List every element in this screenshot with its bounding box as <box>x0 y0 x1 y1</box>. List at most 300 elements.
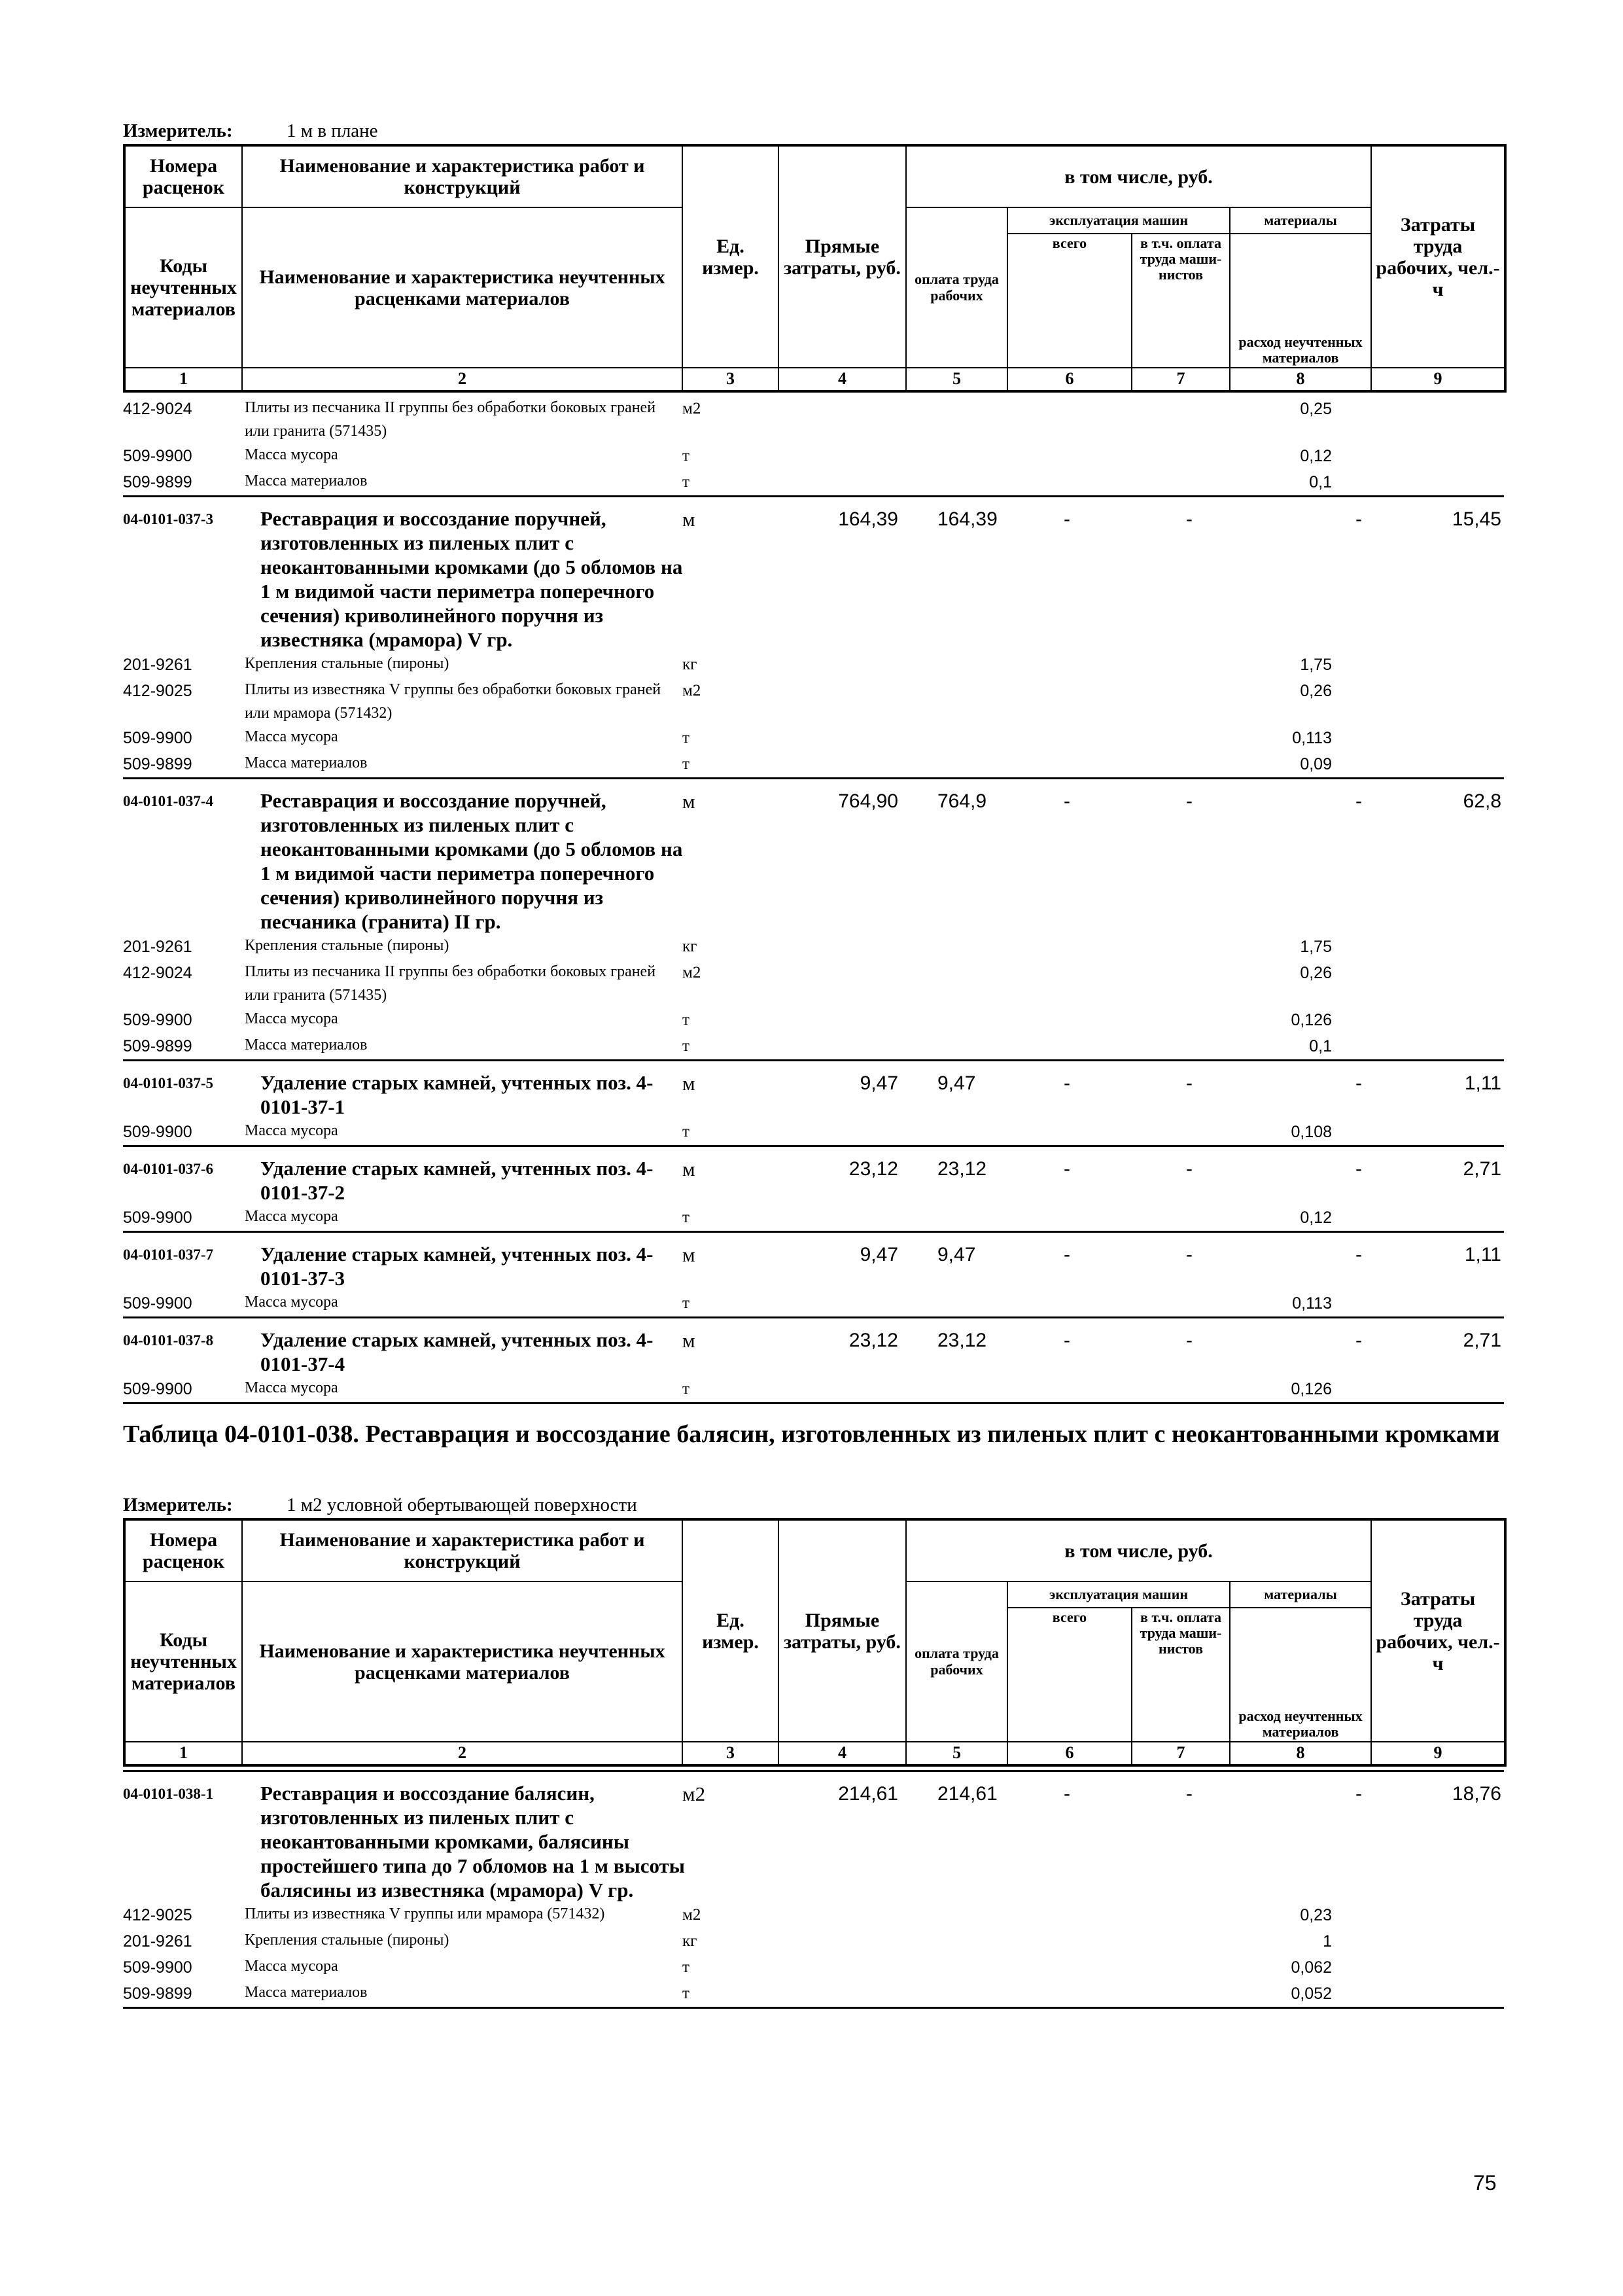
empty-cell <box>905 469 1006 497</box>
rate-name-text: Удаление старых камней, учтенных поз. 4-0101-37-3 <box>260 1243 654 1290</box>
rate-code: 04-0101-037-5 <box>123 1061 241 1120</box>
empty-cell <box>777 1928 905 1954</box>
material-code: 412-9025 <box>123 1906 192 1924</box>
material-code: 509-9900 <box>123 1011 192 1029</box>
empty-cell <box>905 725 1006 751</box>
empty-cell <box>777 678 905 725</box>
rate-unit: м <box>676 1318 777 1377</box>
material-name: Масса мусора <box>245 1208 338 1225</box>
empty-cell <box>1006 1007 1130 1033</box>
material-unit: кг <box>682 1932 697 1950</box>
rate-name <box>241 1318 676 1377</box>
material-unit: т <box>682 755 689 773</box>
labor-pay: 23,12 <box>905 1146 1006 1205</box>
header-col-number: 3 <box>682 1742 778 1765</box>
empty-cell <box>1370 469 1504 497</box>
header-material-consumption: расход неучтенных материалов <box>1230 234 1371 368</box>
empty-cell <box>1006 934 1130 960</box>
measure-line <box>123 118 1504 144</box>
material-row <box>123 725 1504 751</box>
direct-costs: 214,61 <box>777 1771 905 1903</box>
rate-unit: м <box>676 1061 777 1120</box>
materials: - <box>1229 1061 1370 1120</box>
rate-name-text: Удаление старых камней, учтенных поз. 4-0101-37-2 <box>260 1157 654 1204</box>
empty-cell <box>1130 1007 1229 1033</box>
material-code: 201-9261 <box>123 1932 192 1951</box>
table-header <box>123 1518 1507 1767</box>
rates-table-body <box>123 396 1504 1404</box>
materials: - <box>1229 1771 1370 1903</box>
empty-cell <box>905 1376 1006 1404</box>
material-row <box>123 960 1504 1007</box>
rate-name <box>241 1061 676 1120</box>
empty-cell <box>777 1981 905 2008</box>
labor-costs: 2,71 <box>1370 1146 1504 1205</box>
header-including: в том числе, руб. <box>906 145 1371 207</box>
empty-cell <box>1006 1376 1130 1404</box>
rate-name <box>241 779 683 934</box>
labor-pay: 164,39 <box>905 497 1006 652</box>
material-consumption: 1,75 <box>1300 938 1332 956</box>
header-rate-numbers: Номера расценок <box>124 1519 242 1581</box>
header-machines: эксплуатация машин <box>1007 207 1230 234</box>
header-labor-pay: оплата труда рабочих <box>906 207 1007 368</box>
header-machines-total: всего <box>1007 1608 1132 1742</box>
material-code: 509-9900 <box>123 447 192 465</box>
material-name: Масса мусора <box>245 1294 338 1311</box>
material-row <box>123 396 1504 443</box>
measure-value: 1 м в плане <box>287 120 378 141</box>
material-code: 412-9024 <box>123 964 192 982</box>
material-row <box>123 1376 1504 1404</box>
empty-cell <box>777 725 905 751</box>
header-col-number: 9 <box>1371 1742 1505 1765</box>
material-row <box>123 443 1504 469</box>
empty-cell <box>1370 960 1504 1007</box>
page-number: 75 <box>1473 2171 1497 2195</box>
machines-total: - <box>1006 1061 1130 1120</box>
empty-cell <box>905 1119 1006 1146</box>
empty-cell <box>777 751 905 779</box>
rate-code: 04-0101-037-4 <box>123 779 241 934</box>
empty-cell <box>1006 1033 1130 1061</box>
header-machinist-pay: в т.ч. оплата труда маши-нистов <box>1132 1608 1230 1742</box>
header-col-number: 2 <box>242 1742 682 1765</box>
empty-cell <box>1370 1119 1504 1146</box>
rate-code: 04-0101-037-3 <box>123 497 241 652</box>
material-name: Масса мусора <box>245 446 338 463</box>
direct-costs: 23,12 <box>777 1146 905 1205</box>
material-code: 412-9025 <box>123 682 192 700</box>
empty-cell <box>1370 678 1504 725</box>
materials: - <box>1229 1146 1370 1205</box>
material-consumption: 1,75 <box>1300 656 1332 674</box>
machines-total: - <box>1006 1318 1130 1377</box>
empty-cell <box>1130 1119 1229 1146</box>
empty-cell <box>777 960 905 1007</box>
header-labor-costs: Затраты труда рабочих, чел.-ч <box>1371 145 1505 368</box>
table-header <box>123 144 1507 393</box>
empty-cell <box>1370 1033 1504 1061</box>
empty-cell <box>905 934 1006 960</box>
material-name: Плиты из песчаника II группы без обработки боковых граней или гранита (571435) <box>245 399 656 440</box>
material-row <box>123 1205 1504 1232</box>
rate-row <box>123 1061 1504 1120</box>
rate-row <box>123 1771 1504 1903</box>
material-name: Масса материалов <box>241 1981 676 2008</box>
header-col-number: 1 <box>124 1742 242 1765</box>
empty-cell <box>1130 960 1229 1007</box>
empty-cell <box>1370 1376 1504 1404</box>
empty-cell <box>1130 1954 1229 1981</box>
header-rate-numbers: Номера расценок <box>124 145 242 207</box>
empty-cell <box>1006 725 1130 751</box>
materials: - <box>1229 779 1370 934</box>
empty-cell <box>1370 1007 1504 1033</box>
material-name: Крепления стальные (пироны) <box>245 655 449 672</box>
header-col-number: 5 <box>906 368 1007 391</box>
machinist-pay: - <box>1130 1771 1229 1903</box>
machines-total: - <box>1006 779 1130 934</box>
material-unit: м2 <box>682 400 701 417</box>
material-consumption: 0,12 <box>1300 1209 1332 1227</box>
header-including: в том числе, руб. <box>906 1519 1371 1581</box>
machines-total: - <box>1006 497 1130 652</box>
header-material-consumption: расход неучтенных материалов <box>1230 1608 1371 1742</box>
material-row <box>123 1033 1504 1061</box>
material-unit: т <box>682 1209 689 1226</box>
header-material-name: Наименование и характеристика неучтенных расценками материалов <box>242 207 682 368</box>
material-unit: т <box>682 473 689 491</box>
material-code: 509-9899 <box>123 473 192 491</box>
header-col-number: 3 <box>682 368 778 391</box>
header-materials: материалы <box>1230 1581 1371 1608</box>
rate-name <box>241 1146 676 1205</box>
empty-cell <box>1006 1119 1130 1146</box>
material-unit: т <box>682 447 689 465</box>
header-labor-costs: Затраты труда рабочих, чел.-ч <box>1371 1519 1505 1742</box>
empty-cell <box>1130 443 1229 469</box>
rate-row <box>123 1318 1504 1377</box>
empty-cell <box>777 934 905 960</box>
machines-total: - <box>1006 1146 1130 1205</box>
rate-row <box>123 779 1504 934</box>
header-work-name: Наименование и характеристика работ и конструкций <box>242 145 682 207</box>
empty-cell <box>777 1007 905 1033</box>
empty-cell <box>777 1119 905 1146</box>
direct-costs: 9,47 <box>777 1061 905 1120</box>
material-consumption: 0,113 <box>1292 1294 1332 1313</box>
material-name: Масса мусора <box>245 1958 338 1975</box>
empty-cell <box>777 652 905 678</box>
measure-label: Измеритель: <box>123 1494 233 1515</box>
labor-pay: 214,61 <box>905 1771 1006 1903</box>
empty-cell <box>1370 1928 1504 1954</box>
header-machinist-pay: в т.ч. оплата труда маши-нистов <box>1132 234 1230 368</box>
empty-cell <box>1370 1290 1504 1318</box>
header-machines: эксплуатация машин <box>1007 1581 1230 1608</box>
machines-total: - <box>1006 1232 1130 1291</box>
empty-cell <box>1130 469 1229 497</box>
header-material-name: Наименование и характеристика неучтенных расценками материалов <box>242 1581 682 1742</box>
header-machines-total: всего <box>1007 234 1132 368</box>
empty-cell <box>905 652 1006 678</box>
empty-cell <box>1370 396 1504 443</box>
materials: - <box>1229 497 1370 652</box>
material-row <box>123 1954 1504 1981</box>
material-name: Масса мусора <box>245 1122 338 1139</box>
rate-unit: м2 <box>676 1771 777 1903</box>
labor-costs: 1,11 <box>1370 1232 1504 1291</box>
rate-code: 04-0101-038-1 <box>123 1771 241 1903</box>
material-unit: т <box>676 1981 777 2008</box>
material-row <box>123 1928 1504 1954</box>
material-unit: кг <box>682 656 697 673</box>
empty-cell <box>905 396 1006 443</box>
empty-cell <box>777 1376 905 1404</box>
empty-cell <box>777 1205 905 1232</box>
rate-name <box>241 1232 676 1291</box>
rate-name-text: Реставрация и воссоздание балясин, изготовленных из пиленых плит с неокантованными кромками, балясины простейшего типа до 7 обломов на 1 м высоты балясины из известняка (мрамора) V гр. <box>260 1782 685 1901</box>
material-code: 201-9261 <box>123 938 192 956</box>
empty-cell <box>1130 1902 1229 1928</box>
material-code: 412-9024 <box>123 400 192 418</box>
material-row <box>123 751 1504 779</box>
empty-cell <box>1006 1290 1130 1318</box>
material-name: Плиты из известняка V группы без обработки боковых граней или мрамора (571432) <box>245 681 661 722</box>
empty-cell <box>1370 1954 1504 1981</box>
header-col-number: 2 <box>242 368 682 391</box>
empty-cell <box>1130 725 1229 751</box>
empty-cell <box>1006 678 1130 725</box>
empty-cell <box>1006 469 1130 497</box>
material-name: Плиты из песчаника II группы без обработки боковых граней или гранита (571435) <box>245 963 656 1004</box>
empty-cell <box>1370 1205 1504 1232</box>
empty-cell <box>1130 751 1229 779</box>
header-col-number: 8 <box>1230 1742 1371 1765</box>
machinist-pay: - <box>1130 1232 1229 1291</box>
header-unit: Ед. измер. <box>682 1519 778 1742</box>
labor-costs: 2,71 <box>1370 1318 1504 1377</box>
labor-costs: 15,45 <box>1370 497 1504 652</box>
rate-unit: м <box>676 1146 777 1205</box>
empty-cell <box>1370 751 1504 779</box>
machinist-pay: - <box>1130 1061 1229 1120</box>
material-consumption: 0,09 <box>1300 755 1332 773</box>
empty-cell <box>905 1954 1006 1981</box>
material-unit: т <box>682 1294 689 1312</box>
material-unit: м2 <box>682 1906 701 1924</box>
table-caption: Таблица 04-0101-038. Реставрация и воссоздание балясин, изготовленных из пиленых плит с неокантованными кромками <box>123 1421 1500 1448</box>
material-unit: т <box>682 1037 689 1055</box>
material-name: Масса мусора <box>245 728 338 745</box>
rate-unit: м <box>676 779 777 934</box>
empty-cell <box>1130 1290 1229 1318</box>
rate-name <box>241 1771 685 1903</box>
empty-cell <box>1130 678 1229 725</box>
labor-pay: 9,47 <box>905 1061 1006 1120</box>
empty-cell <box>905 1902 1006 1928</box>
empty-cell <box>905 1290 1006 1318</box>
empty-cell <box>1006 1928 1130 1954</box>
rates-table-body <box>123 1770 1504 2009</box>
header-direct-costs: Прямые затраты, руб. <box>778 145 906 368</box>
material-consumption: 0,108 <box>1291 1123 1332 1141</box>
direct-costs: 23,12 <box>777 1318 905 1377</box>
header-col-number: 4 <box>778 1742 906 1765</box>
empty-cell <box>905 1007 1006 1033</box>
material-row <box>123 652 1504 678</box>
rates-block-2 <box>123 1492 1504 2003</box>
rate-row <box>123 1232 1504 1291</box>
empty-cell <box>1130 652 1229 678</box>
direct-costs: 9,47 <box>777 1232 905 1291</box>
measure-value: 1 м2 условной обертывающей поверхности <box>287 1494 637 1515</box>
empty-cell <box>905 1928 1006 1954</box>
rate-unit: м <box>676 497 777 652</box>
empty-cell <box>1006 396 1130 443</box>
materials: - <box>1229 1318 1370 1377</box>
labor-costs: 62,8 <box>1370 779 1504 934</box>
rate-name-text: Удаление старых камней, учтенных поз. 4-0101-37-4 <box>260 1328 654 1375</box>
empty-cell <box>777 1290 905 1318</box>
header-col-number: 8 <box>1230 368 1371 391</box>
material-unit: м2 <box>682 682 701 699</box>
header-col-number: 7 <box>1132 368 1230 391</box>
empty-cell <box>1370 725 1504 751</box>
direct-costs: 764,90 <box>777 779 905 934</box>
empty-cell <box>905 443 1006 469</box>
machinist-pay: - <box>1130 497 1229 652</box>
material-consumption: 0,062 <box>1291 1958 1332 1977</box>
empty-cell <box>1130 396 1229 443</box>
labor-pay: 9,47 <box>905 1232 1006 1291</box>
header-col-number: 7 <box>1132 1742 1230 1765</box>
empty-cell <box>1006 1981 1130 2008</box>
empty-cell <box>777 443 905 469</box>
empty-cell <box>1006 1902 1130 1928</box>
material-row <box>123 934 1504 960</box>
machinist-pay: - <box>1130 1146 1229 1205</box>
measure-label: Измеритель: <box>123 120 233 141</box>
rate-row <box>123 497 1504 652</box>
material-consumption: 0,25 <box>1300 400 1332 418</box>
empty-cell <box>777 1954 905 1981</box>
empty-cell <box>1130 934 1229 960</box>
labor-costs: 18,76 <box>1370 1771 1504 1903</box>
material-name: Масса материалов <box>245 1036 368 1053</box>
material-row <box>123 1902 1504 1928</box>
empty-cell <box>1130 1981 1229 2008</box>
material-consumption: 1 <box>1323 1932 1332 1951</box>
rate-unit: м <box>676 1232 777 1291</box>
rate-name <box>241 497 683 652</box>
empty-cell <box>777 1902 905 1928</box>
header-codes: Коды неучтенных материалов <box>124 1581 242 1742</box>
machines-total: - <box>1006 1771 1130 1903</box>
empty-cell <box>1006 1205 1130 1232</box>
material-row <box>123 1119 1504 1146</box>
material-consumption: 0,1 <box>1309 1037 1332 1055</box>
header-direct-costs: Прямые затраты, руб. <box>778 1519 906 1742</box>
header-materials: материалы <box>1230 207 1371 234</box>
material-consumption: 0,126 <box>1229 1376 1370 1404</box>
rate-row <box>123 1146 1504 1205</box>
empty-cell <box>1006 960 1130 1007</box>
material-name: Крепления стальные (пироны) <box>245 1932 449 1949</box>
material-name: Крепления стальные (пироны) <box>245 937 449 954</box>
material-code: 201-9261 <box>123 656 192 674</box>
material-row <box>123 678 1504 725</box>
rate-name-text: Реставрация и воссоздание поручней, изготовленных из пиленых плит с неокантованными кромками (до 5 обломов на 1 м видимой части периметра поперечного сечения) криволинейного поручня из песчаника (гранита) II гр. <box>260 789 683 933</box>
header-labor-pay: оплата труда рабочих <box>906 1581 1007 1742</box>
material-unit: т <box>682 1011 689 1029</box>
empty-cell <box>1370 443 1504 469</box>
material-consumption: 0,26 <box>1300 682 1332 700</box>
material-row <box>123 1007 1504 1033</box>
material-unit: м2 <box>682 964 701 981</box>
empty-cell <box>1130 1205 1229 1232</box>
material-name: Масса материалов <box>245 472 368 489</box>
rate-code: 04-0101-037-7 <box>123 1232 241 1291</box>
material-code: 509-9900 <box>123 729 192 747</box>
empty-cell <box>1370 1981 1504 2008</box>
direct-costs: 164,39 <box>777 497 905 652</box>
empty-cell <box>1006 1954 1130 1981</box>
material-row <box>123 1981 1504 2008</box>
material-code: 509-9900 <box>123 1123 192 1141</box>
material-code: 509-9900 <box>123 1376 241 1404</box>
empty-cell <box>1006 443 1130 469</box>
empty-cell <box>905 1981 1006 2008</box>
empty-cell <box>777 396 905 443</box>
material-code: 509-9899 <box>123 755 192 773</box>
rate-name-text: Удаление старых камней, учтенных поз. 4-0101-37-1 <box>260 1071 654 1118</box>
header-col-number: 5 <box>906 1742 1007 1765</box>
material-unit: т <box>682 729 689 747</box>
header-col-number: 6 <box>1007 1742 1132 1765</box>
header-col-number: 4 <box>778 368 906 391</box>
material-name: Масса мусора <box>245 1010 338 1027</box>
material-unit: кг <box>682 938 697 955</box>
empty-cell <box>1006 751 1130 779</box>
measure-line <box>123 1492 1504 1518</box>
material-code: 509-9900 <box>123 1958 192 1977</box>
material-name: Плиты из известняка V группы или мрамора (571432) <box>245 1905 605 1922</box>
header-col-number: 6 <box>1007 368 1132 391</box>
material-code: 509-9900 <box>123 1209 192 1227</box>
material-row <box>123 1290 1504 1318</box>
materials: - <box>1229 1232 1370 1291</box>
material-unit: т <box>682 1958 689 1976</box>
material-code: 509-9899 <box>123 1037 192 1055</box>
header-col-number: 9 <box>1371 368 1505 391</box>
rate-code: 04-0101-037-6 <box>123 1146 241 1205</box>
machinist-pay: - <box>1130 779 1229 934</box>
material-consumption: 0,26 <box>1300 964 1332 982</box>
empty-cell <box>777 1033 905 1061</box>
material-consumption: 0,126 <box>1291 1011 1332 1029</box>
empty-cell <box>1006 652 1130 678</box>
empty-cell <box>905 678 1006 725</box>
material-unit: т <box>682 1123 689 1140</box>
header-codes: Коды неучтенных материалов <box>124 207 242 368</box>
material-consumption: 0,1 <box>1309 473 1332 491</box>
material-name: Масса материалов <box>245 754 368 771</box>
material-code: 509-9899 <box>123 1981 241 2008</box>
material-consumption: 0,23 <box>1300 1906 1332 1924</box>
machinist-pay: - <box>1130 1318 1229 1377</box>
